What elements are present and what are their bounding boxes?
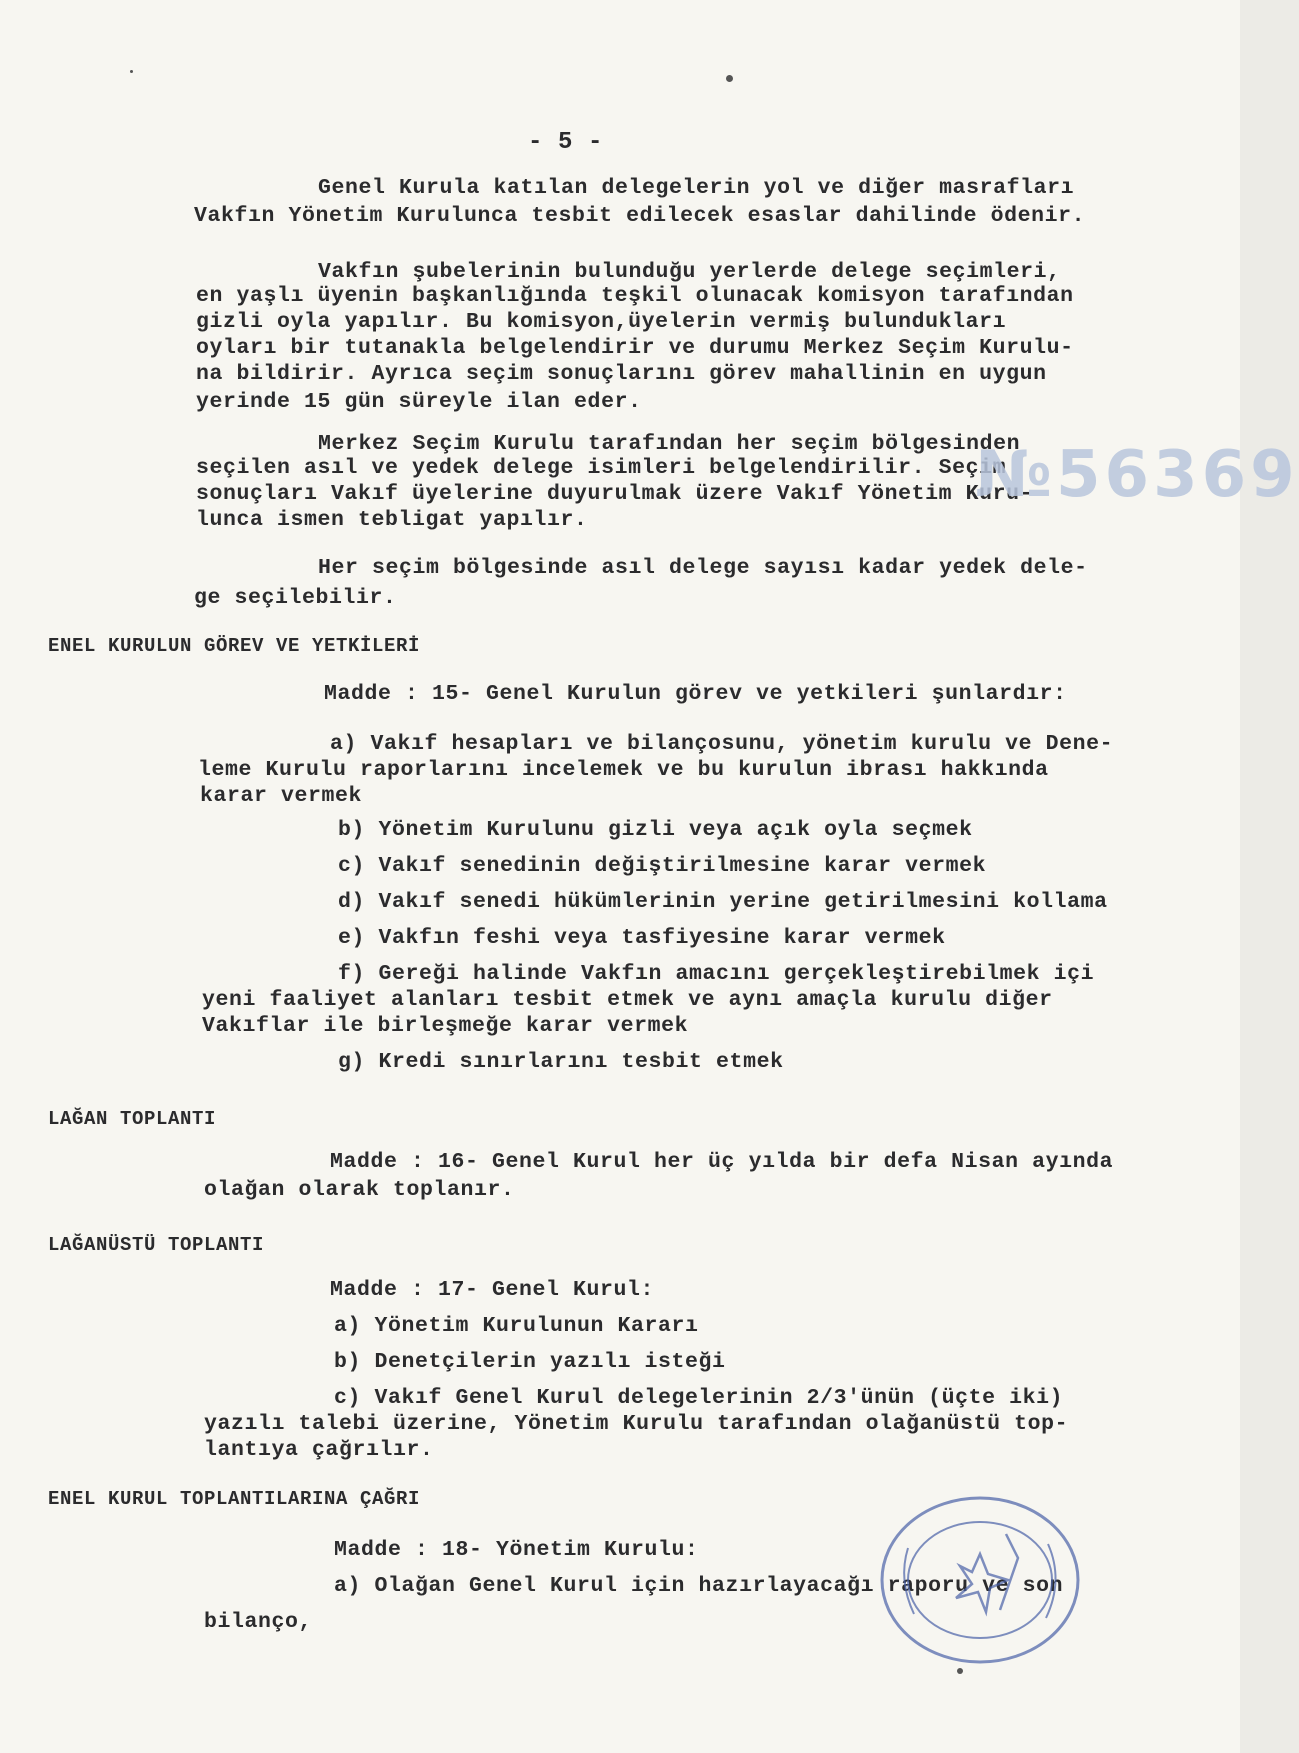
article-heading: Madde : 16- Genel Kurul her üç yılda bir defa Nisan ayında — [330, 1150, 1114, 1174]
text-line: Vakfın Yönetim Kurulunca tesbit edilecek esaslar dahilinde ödenir. — [194, 204, 1086, 228]
section-heading: LAĞAN TOPLANTI — [48, 1108, 217, 1130]
text-line: bilanço, — [204, 1610, 313, 1634]
text-line: d) Vakıf senedi hükümlerinin yerine getirilmesini kollama — [338, 890, 1108, 914]
text-line: a) Olağan Genel Kurul için hazırlayacağı raporu ve son — [334, 1574, 1064, 1598]
text-line: na bildirir. Ayrıca seçim sonuçlarını görev mahallinin en uygun — [196, 362, 1047, 386]
text-line: f) Gereği halinde Vakfın amacını gerçekleştirebilmek içi — [338, 962, 1095, 986]
section-heading: ENEL KURUL TOPLANTILARINA ÇAĞRI — [48, 1488, 421, 1510]
text-line: Vakfın şubelerinin bulunduğu yerlerde delege seçimleri, — [318, 260, 1061, 284]
text-line: lantıya çağrılır. — [204, 1438, 434, 1462]
text-line: a) Vakıf hesapları ve bilançosunu, yönetim kurulu ve Dene- — [330, 732, 1114, 756]
text-line: ge seçilebilir. — [194, 586, 397, 610]
text-line: en yaşlı üyenin başkanlığında teşkil olunacak komisyon tarafından — [196, 284, 1074, 308]
text-line: e) Vakfın feshi veya tasfiyesine karar vermek — [338, 926, 946, 950]
ink-speck — [130, 70, 133, 73]
stamp-number: №56369 — [975, 438, 1299, 512]
section-heading: ENEL KURULUN GÖREV VE YETKİLERİ — [48, 635, 421, 657]
text-line: yerinde 15 gün süreyle ilan eder. — [196, 390, 642, 414]
text-line: a) Yönetim Kurulunun Kararı — [334, 1314, 699, 1338]
text-line: Merkez Seçim Kurulu tarafından her seçim bölgesinden — [318, 432, 1021, 456]
article-heading: Madde : 15- Genel Kurulun görev ve yetkileri şunlardır: — [324, 682, 1067, 706]
text-line: yeni faaliyet alanları tesbit etmek ve aynı amaçla kurulu diğer — [202, 988, 1053, 1012]
text-line: b) Yönetim Kurulunu gizli veya açık oyla seçmek — [338, 818, 973, 842]
section-heading: LAĞANÜSTÜ TOPLANTI — [48, 1234, 265, 1256]
text-line: Genel Kurula katılan delegelerin yol ve diğer masrafları — [318, 176, 1075, 200]
page-number: - 5 - — [528, 129, 604, 156]
text-line: gizli oyla yapılır. Bu komisyon,üyelerin vermiş bulundukları — [196, 310, 1007, 334]
text-line: b) Denetçilerin yazılı isteği — [334, 1350, 726, 1374]
text-line: sonuçları Vakıf üyelerine duyurulmak üzere Vakıf Yönetim Kuru- — [196, 482, 1034, 506]
text-line: c) Vakıf Genel Kurul delegelerinin 2/3'ünün (üçte iki) — [334, 1386, 1064, 1410]
text-line: oyları bir tutanakla belgelendirir ve durumu Merkez Seçim Kurulu- — [196, 336, 1074, 360]
article-heading: Madde : 17- Genel Kurul: — [330, 1278, 655, 1302]
text-line: c) Vakıf senedinin değiştirilmesine karar vermek — [338, 854, 987, 878]
text-line: leme Kurulu raporlarını incelemek ve bu kurulun ibrası hakkında — [198, 758, 1049, 782]
official-seal — [868, 1488, 1098, 1678]
ink-speck — [726, 75, 733, 82]
text-line: karar vermek — [200, 784, 363, 808]
text-line: Vakıflar ile birleşmeğe karar vermek — [202, 1014, 689, 1038]
text-line: olağan olarak toplanır. — [204, 1178, 515, 1202]
text-line: Her seçim bölgesinde asıl delege sayısı kadar yedek dele- — [318, 556, 1088, 580]
text-line: g) Kredi sınırlarını tesbit etmek — [338, 1050, 784, 1074]
text-line: seçilen asıl ve yedek delege isimleri belgelendirilir. Seçim — [196, 456, 1007, 480]
text-line: yazılı talebi üzerine, Yönetim Kurulu tarafından olağanüstü top- — [204, 1412, 1069, 1436]
ink-speck — [957, 1668, 963, 1674]
article-heading: Madde : 18- Yönetim Kurulu: — [334, 1538, 699, 1562]
text-line: lunca ismen tebligat yapılır. — [196, 508, 588, 532]
